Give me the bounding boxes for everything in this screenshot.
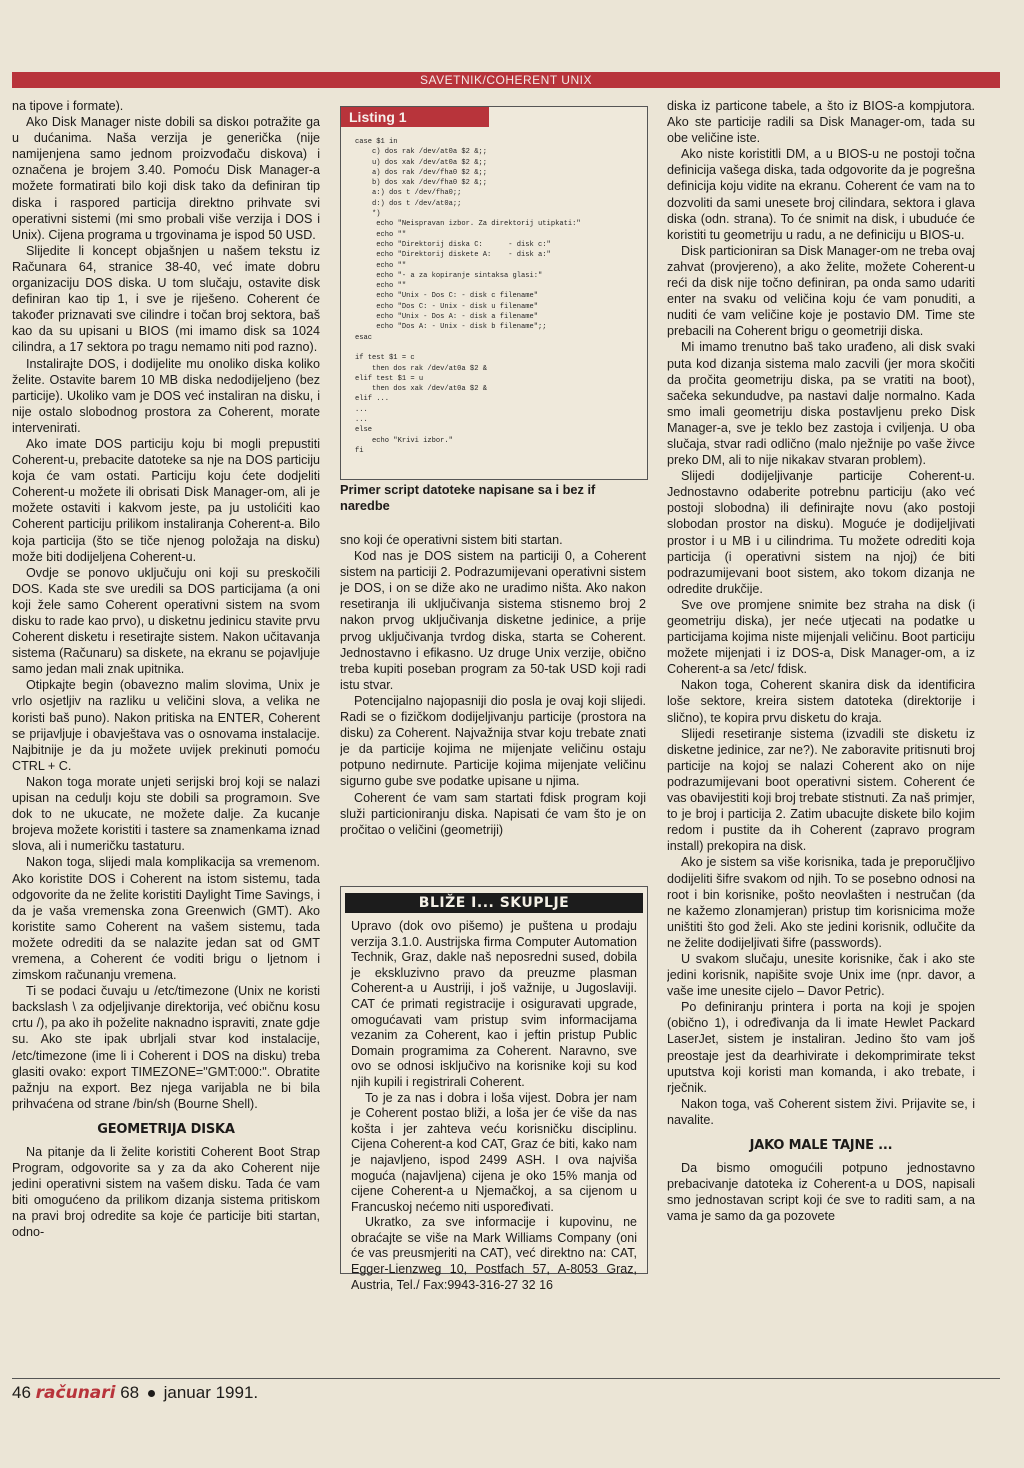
sidebar-box [340, 886, 648, 1292]
column-right [667, 98, 975, 1380]
paragraph: Slijedite li koncept objašnjen u našem tekstu iz Računara 64, stranice 38-40, već imate dobru organizaciju DOS diska. U tom slučaju, ostavite disk definiran kao tip 1, i sve je riješeno. Coherent će također priznavati sve cilindre i točan broj sektora, baš kao da su upisani u BIOS (mi imamo disk sa 1024 cilindra, a 17 sektora po tragu nemamo niti pod razno). [12, 243, 320, 355]
paragraph: To je za nas i dobra i loša vijest. Dobra jer nam je Coherent postao bliži, a loša jer će više da nas košta i jer zahteva veću korisničku disciplinu. Cijena Coherent-a kod CAT, Graz će biti, kako nam je najavljeno, ispod 2499 ASH. I ova najviša moguća (najavljena) cijena je oko 15% manja od cijene Coherent-a u Njemačkoj, a sa cijenom u Francuskoj nećemo niti uspoređivati. [351, 1090, 637, 1214]
paragraph: Sve ove promjene snimite bez straha na disk (i geometriju diska), jer neće utjecati na podatke u particijama kojima niste mijenjali veličinu. Boot particiju možete mijenjati i iz DOS-a, Disk Manager-om, a iz Coherent-a sa /etc/ fdisk. [667, 597, 975, 677]
paragraph: sno koji će operativni sistem biti startan. [340, 533, 563, 547]
sidebar-title: BLIŽE I... SKUPLJE [345, 893, 643, 913]
issue-number: 68 [120, 1383, 140, 1402]
paragraph: Po definiranju printera i porta na koji je spojen (obično 1), i određivanja da li imate Hewlet Packard LaserJet, sistem je instaliran. Jedino što vam još preostaje jest da dearhivirate i dekomprimirate tekst uputstva koji koristi man komanda, i ako trebate, i rječnik. [667, 1000, 975, 1095]
paragraph: Nakon toga morate unjeti serijski broj koji se nalazi upisan na ceduljı koju ste dobili sa programoın. Sve dok to ne ukucate, ne možete dalje. Za kucanje brojeva možete koristiti i tastere sa znamenkama iznad slova, ali i numeričku tastaturu. [12, 774, 320, 854]
paragraph: Otipkajte begin (obavezno malim slovima, Unix je vrlo osjetljiv na razliku u veličini slova, a velika ne koristi baš puno). Nakon pritiska na ENTER, Coherent se prijavljuje i obavještava vas o osnovama instalacije. Najbitnije je da ju možete uvijek prekinuti pomoću CTRL + C. [12, 678, 320, 773]
paragraph: Instalirajte DOS, i dodijelite mu onoliko diska koliko želite. Ostavite barem 10 MB diska nedodijeljeno (bez particije). Ukoliko vam je DOS već instaliran na disku, i nije ostalo slobodnog prostora za Coherent, morate intervenirati. [12, 356, 320, 435]
section-title: SAVETNIK/COHERENT UNIX [420, 73, 592, 87]
bullet-dot [148, 1390, 155, 1397]
paragraph: Ovdje se ponovo uključuju oni koji su preskočili DOS. Kada ste sve uredili sa DOS particijama (a oni koji žele samo Coherent operativni sistem na svom disku to rade kao prvo), u disketnu jedinicu stavite prvu Coherent disketu i resetirajte sistem. Nakon učitavanja sistema (Računaru) sa diskete, na ekranu se pojavljuje samo jedan mali znak upitnika. [12, 565, 320, 677]
paragraph: Nakon toga, slijedi mala komplikacija sa vremenom. Ako koristite DOS i Coherent na istom sistemu, tada odgovorite da ne želite koristiti Daylight Time Savings, i da je vaša vremenska zona Greenwich (GMT). Ako koristite samo Coherent na vašem sistemu, tada možete odrediti da se nalazite jedan sat od GMT vremena, a Coherent će voditi brigu o ljetnom i zimskom računanju vremena. [12, 855, 320, 983]
listing-title: Listing 1 [341, 107, 489, 127]
column-left [12, 98, 320, 1380]
paragraph: Ako je sistem sa više korisnika, tada je preporučljivo dodijeliti šifre svakom od njih. To se posebno odnosi na root i bin korisnike, pošto neovlašten i nestručan (da ne kažemo zlonamjeran) pristup tim korisnicima može uništiti što god želi. Ako ste jedini korisnik, odlučite da ne želite dodijeljivati šifre (passwords). [667, 855, 975, 950]
paragraph: Disk particioniran sa Disk Manager-om ne treba ovaj zahvat (provjereno), a ako želite, možete Coherent-u reći da disk nije točno definiran, pa onda samo udariti enter na svaku od veličina koju će vam ponuditi, a nuditi će vam veličine koje je postavio DM. Time ste prebacili na Coherent brigu o geometriji diska. [667, 243, 975, 339]
paragraph: Da bismo omogućili potpuno jednostavno prebacivanje datoteka iz Coherent-a u DOS, napisali smo jednostavan script koji će sve to raditi sam, a na vama je samo da ga pozovete [667, 1161, 975, 1224]
paragraph: Ako Disk Manager niste dobili sa diskoı potražite ga u dućanima. Naša verzija je generička (nije namijenjena samo jednom proizvođaču diskova) i označena je brojem 3.40. Pomoću Disk Manager-a možete formatirati bilo koji disk tako da definiran tip diska i raspored particija direktno prihvate svi operativni sistemi (mi smo probali više verzija i DOS i Unix). Cijena programa u trgovinama je ispod 50 USD. [12, 115, 320, 242]
paragraph: Ako niste koristitli DM, a u BIOS-u ne postoji točna definicija vašega diska, tada odgovorite da je pogrešna definicija koju vidite na ekranu. Coherent će vam na to dozvoliti da sami unesete broj cilindara, sektora i glava diska (odn. strana). To će snimit na disk, i ubuduće će koristiti tu geometriju u radu, a ne definiciju u BIOS-u. [667, 147, 975, 242]
sidebar-body [341, 919, 647, 1293]
paragraph: Ukratko, za sve informacije i kupovinu, ne obraćajte se više na Mark Williams Company (oni će vas preusmjeriti na CAT), već direktno na: CAT, Egger-Lienzweg 10, Postfach 57, A-8053 Graz, Austria, Tel./ Fax:9943-316-27 32 16 [351, 1215, 637, 1292]
paragraph: diska iz particone tabele, a što iz BIOS-a kompjutora. Ako ste particije radili sa Disk Manager-om, tada su obe veličine iste. [667, 99, 975, 146]
section-header-bar [12, 72, 1000, 88]
footer-rule [12, 1378, 1000, 1379]
listing-code: case $1 in c) dos rak /dev/at0a $2 &;; u) dos xak /dev/at0a $2 &;; a) dos rak /dev/fha0 $2 &;; b) dos xak /dev/fha0 $2 &;; a:) dos t /dev/fha0;; d:) dos t /dev/at0a;; *) echo "Neispravan izbor. Za direktorij utipkati:" echo "" echo "Direktorij diska C: - disk c:" echo "Direktorij diskete A: - disk a:" echo "" echo "- a za kopiranje sintaksa glasi:" echo "" echo "Unix - Dos C: - disk c filename" echo "Dos C: - Unix - disk u filename" echo "Unix - Dos A: - disk a filename" echo "Dos A: - Unix - disk b filename";; esac if test $1 = c then dos rak /dev/at0a $2 & elif test $1 = u then dos xak /dev/at0a $2 & elif ... ... ... else echo "Krivi izbor." fi [355, 138, 581, 455]
column-middle [340, 532, 646, 862]
paragraph: Mi imamo trenutno baš tako urađeno, ali disk svaki puta kod dizanja sistema malo zacvili (jer mora skočiti da pročita geometriju diska, pa se vratiti na boot), sačeka sekundudve, pa nastavi dalje normalno. Kada smo imali geometriju diska postavljenu preko Disk Manager-a, sve je teklo bez zastoja i cviljenja. U oba slučaja, stvar radi odlično (malo nježnije po vaše živce preko DM, ali to nije nikakav stvaran problem). [667, 340, 975, 468]
magazine-brand: računari [35, 1383, 116, 1403]
paragraph: Potencijalno najopasniji dio posla je ovaj koji slijedi. Radi se o fizičkom dodijeljivanju particije (prostora na disku) za Coherent. Najvažnija stvar koju trebate znati je da particije kojima ne mijenjate veličinu ostaju potpuno nedirnute. Particije kojima mijenjate veličinu sigurno gube sve podatke upisane u njima. [340, 693, 646, 789]
paragraph: na tipove i formate). [12, 99, 124, 113]
code-listing-box [340, 106, 648, 480]
paragraph: Nakon toga, vaš Coherent sistem živi. Prijavite se, i navalite. [667, 1096, 975, 1127]
page-number: 46 [12, 1383, 31, 1402]
listing-caption: Primer script datoteke napisane sa i bez if naredbe [340, 482, 596, 513]
paragraph: U svakom slučaju, unesite korisnike, čak i ako ste jedini korisnik, napišite svoje Unix ime (npr. davor, a vaše ime unesite cijelo – Davor Petric). [667, 951, 975, 999]
paragraph: Slijedi resetiranje sistema (izvadili ste disketu iz disketne jedinice, zar ne?). Ne zaboravite pritisnuti broj particije na kojoj se nalazi Coherent ako on nije podrazumijevani boot operativni sistem. Coherent će vas obavijestiti koji broj trebate stistnuti. Za naš primjer, to je broj i particija 2. Zatim ubacujte diskete bilo kojim redom i pustite da ih Coherent (zapravo program install) prekopira na disk. [667, 726, 975, 854]
issue-date: januar 1991. [163, 1383, 259, 1402]
paragraph: Upravo (dok ovo pišemo) je puštena u prodaju verzija 3.1.0. Austrijska firma Computer Automation Technik, Graz, dakle naš neposredni sused, dobila je ekskluzivno pravo da preuzme plasman Coherent-a u Austriji, i još važnije, u Jugoslaviji. CAT će primati registracije i osiguravati upgrade, omogućavati vam pristup svim informacijama vezanim za Coherent, kao i jeftin pristup Public Domain programima za Coherent. Naravno, sve ovo se odnosi isključivo na korisnike koji su kod njih kupili i registrirali Coherent. [351, 919, 637, 1089]
paragraph: Nakon toga, Coherent skanira disk da identificira loše sektore, kreira sistem datoteka (direktorije i slično), te kopira prvu disketu do kraja. [667, 678, 975, 725]
paragraph: Ti se podaci čuvaju u /etc/timezone (Unix ne koristi backslash \ za odjeljivanje direktorija, već običnu kosu crtu /), pa ako ih poželite naknadno ispraviti, znate gdje su. Ako ste ipak ubrljali stvar kod instalacije, /etc/timezone (ime li i Coherent i DOS na disku) treba glasiti ovako: export TIMEZONE="GMT:000:". Obratite pažnju na export. Bez njega varijabla ne bi bila prihvaćena od strane /bin/sh (Bourne Shell). [12, 984, 320, 1111]
paragraph: Coherent će vam sam startati fdisk program koji služi particioniranju diska. Napisati će vam što je on pročitao o veličini (geometriji) [340, 790, 646, 837]
subheading-geometry: GEOMETRIJA DISKA [97, 1121, 235, 1137]
paragraph: Ako imate DOS particiju koju bi mogli prepustiti Coherent-u, prebacite datoteke sa nje na DOS particiju koja će vam ostati. Particiju koju ćete dodjeliti Coherent-u možete ili obrisati Disk Manager-om, ali je možete ostaviti i kakvom jeste, pa ju ustolićiti kao Coherent particiju prilikom instaliranja Coherent-a. Bilo koja particija (što se tiče njenog položaja na disku) može biti dodijeljena Coherent-u. [12, 436, 320, 564]
page-footer [12, 1380, 258, 1406]
paragraph: Slijedi dodijeljivanje particije Coherent-u. Jednostavno odaberite potrebnu particiju (ako već postoji slobodna) ili definirajte novu (ako postoji slobodan prostor na disku). Moguće je dodijeljivati prostor i u MB i u cilindrima. Tu možete odrediti koja particija (i operativni sistem na njoj) će biti podrazumijevani boot sistem, ako tokom dizanja ne odredite drukčije. [667, 469, 975, 596]
paragraph: Kod nas je DOS sistem na particiji 0, a Coherent sistem na particiji 2. Podrazumijevani operativni sistem je DOS, i on se diže ako ne uradimo ništa. Ako nakon resetiranja ili uključivanja sistema stisnemo broj 2 nakon prvog uključivanja disketne jedinice, a prije prvog uključivanja tvrdog diska, starta se Coherent. Jednostavno i efikasno. Uz druge Unix verzije, obično treba kupiti poseban program za 50-tak USD koji radi istu stvar. [340, 549, 646, 692]
paragraph: Na pitanje da li želite koristiti Coherent Boot Strap Program, odgovorite sa y za da ako Coherent nije jedini operativni sistem na vašem disku. Tada će vam biti omogućeno da prilikom dizanja sistema pritiskom na pravi broj odredite sa koje će particije biti startan, odno- [12, 1145, 320, 1240]
subheading-secrets: JAKO MALE TAJNE ... [749, 1138, 893, 1153]
